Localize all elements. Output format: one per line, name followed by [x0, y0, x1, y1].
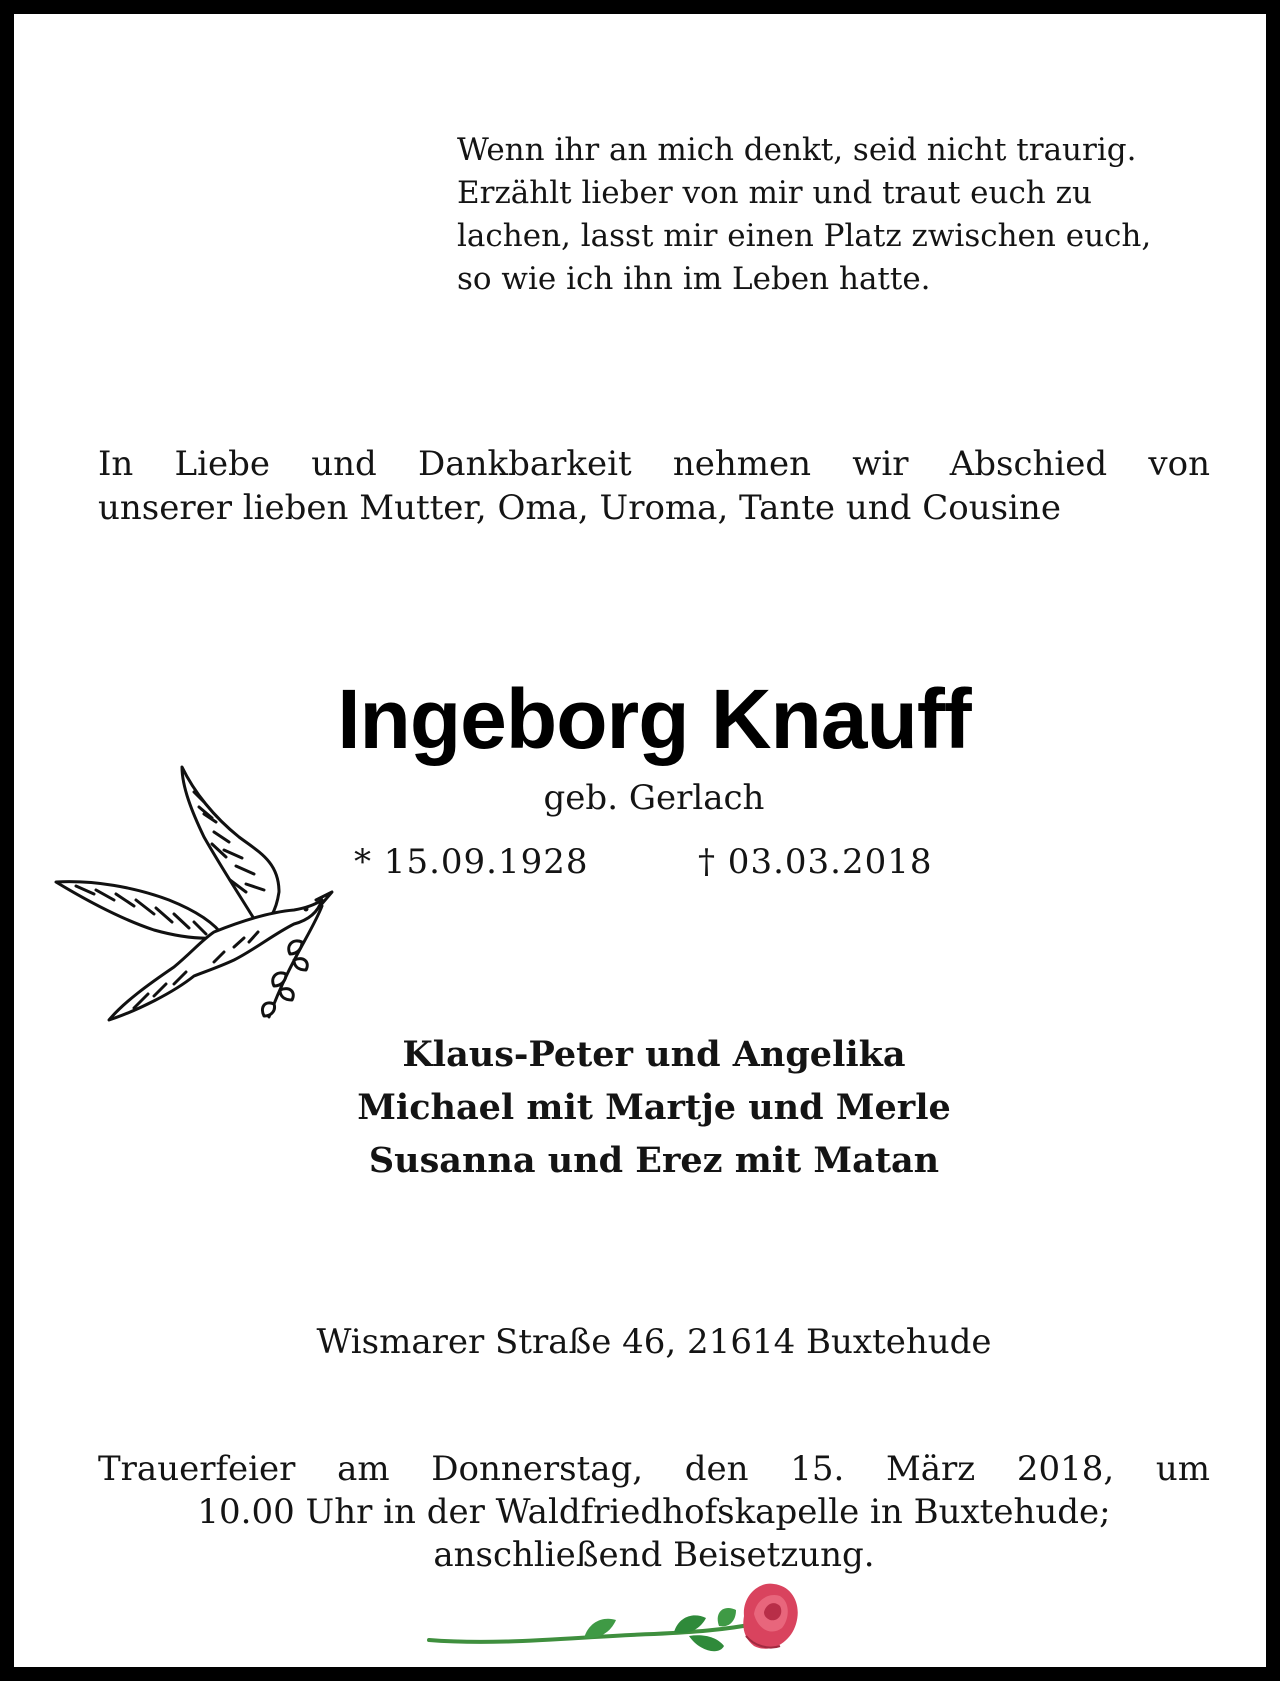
deceased-name: Ingeborg Knauff: [337, 672, 971, 766]
family-line: Klaus-Peter und Angelika: [402, 1034, 906, 1075]
red-rose-icon: [424, 1576, 804, 1676]
intro-line-2: unserer lieben Mutter, Oma, Uroma, Tante und Cousine: [98, 488, 1061, 528]
family-line: Susanna und Erez mit Matan: [368, 1140, 940, 1181]
family-line: Michael mit Martje und Merle: [357, 1087, 951, 1128]
intro-text: [98, 442, 1210, 530]
poem: [457, 129, 1237, 301]
maiden-name: geb. Gerlach: [543, 778, 765, 818]
intro-line-1: In Liebe und Dankbarkeit nehmen wir Abschied von: [98, 444, 1210, 484]
ceremony-line-2: 10.00 Uhr in der Waldfriedhofskapelle in Buxtehude;: [197, 1492, 1111, 1532]
dove-with-olive-branch-icon: [54, 762, 344, 1030]
death-date: † 03.03.2018: [698, 842, 933, 882]
poem-line: Erzählt lieber von mir und traut euch zu: [457, 175, 1092, 211]
ceremony-info: [98, 1448, 1210, 1577]
address: Wismarer Straße 46, 21614 Buxtehude: [316, 1322, 992, 1362]
poem-line: Wenn ihr an mich denkt, seid nicht traurig.: [457, 132, 1137, 168]
birth-date: * 15.09.1928: [354, 842, 589, 882]
ceremony-line-3: anschließend Beisetzung.: [433, 1535, 875, 1575]
poem-line: so wie ich ihn im Leben hatte.: [457, 261, 931, 297]
poem-line: lachen, lasst mir einen Platz zwischen euch,: [457, 218, 1152, 254]
family-members: [14, 1028, 1280, 1187]
ceremony-line-1: Trauerfeier am Donnerstag, den 15. März 2018, um: [98, 1449, 1210, 1489]
